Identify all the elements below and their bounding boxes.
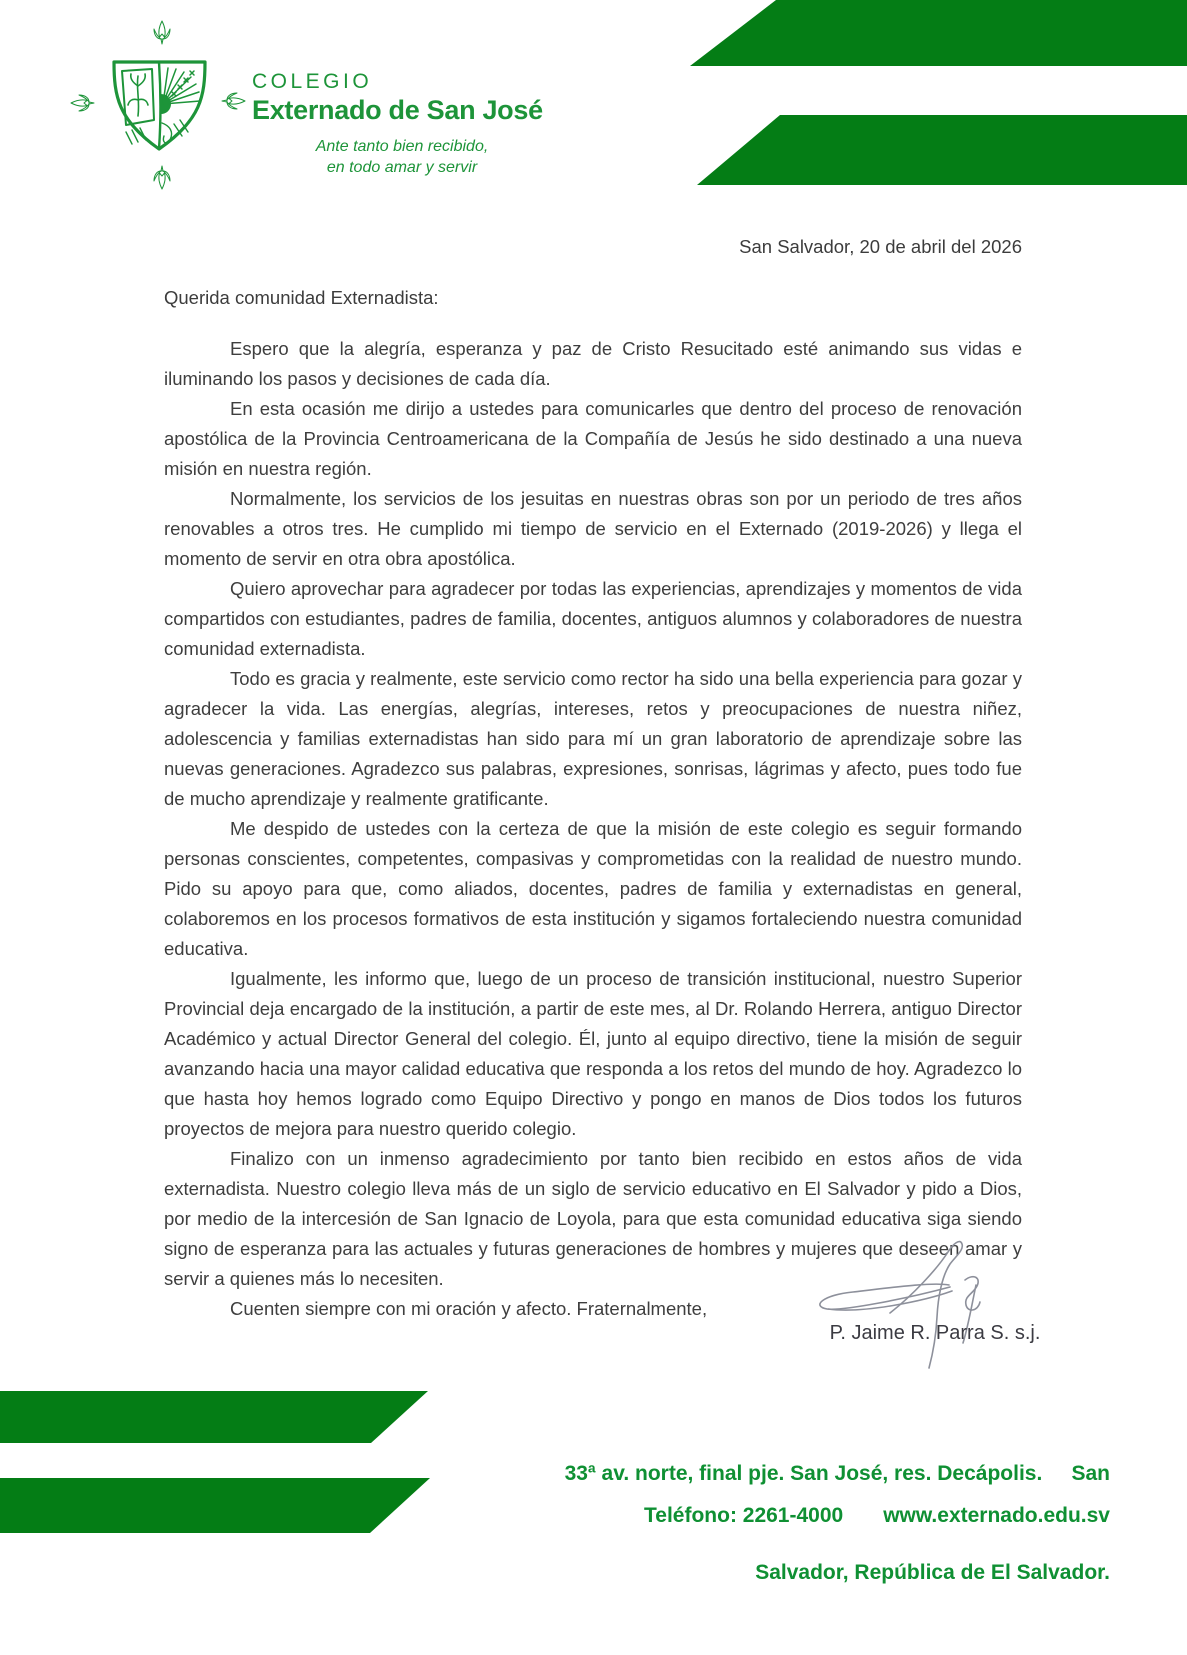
school-motto xyxy=(252,136,552,178)
footer-address-line-1: 33ª av. norte, final pje. San José, res. Decápolis. San xyxy=(564,1462,1110,1485)
letter-paragraph: Quiero aprovechar para agradecer por todas las experiencias, aprendizajes y momentos de vida compartidos con estudiantes, padres de familia, docentes, antiguos alumnos y colaboradores de nuestra comunidad externadista. xyxy=(164,578,1022,659)
org-small-label: COLEGIO xyxy=(252,70,373,93)
school-wordmark xyxy=(252,70,552,178)
header-stripe-top xyxy=(690,0,1187,66)
motto-line-1: Ante tanto bien recibido, xyxy=(315,138,489,155)
header-stripe-bottom xyxy=(697,115,1187,185)
letter-paragraph: Espero que la alegría, esperanza y paz de Cristo Resucitado esté animando sus vidas e iluminando los pasos y decisiones de cada día. xyxy=(164,338,1022,389)
letter-salutation: Querida comunidad Externadista: xyxy=(164,287,439,308)
letter-paragraph: Me despido de ustedes con la certeza de que la misión de este colegio es seguir formando personas conscientes, competentes, compasivas y comprometidas con la realidad de nuestro mundo. Pido su apoyo para que, como aliados, docentes, padres de familia y externadistas en general, colaboremos en los procesos formativos de esta institución y sigamos fortaleciendo nuestra comunidad educativa. xyxy=(164,818,1022,959)
org-name: Externado de San José xyxy=(252,95,543,125)
letter-closing: Cuenten siempre con mi oración y afecto. Fraternalmente, xyxy=(230,1298,708,1319)
letter-paragraph: Todo es gracia y realmente, este servicio como rector ha sido una bella experiencia para gozar y agradecer la vida. Las energías, alegrías, intereses, retos y preocupaciones de nuestra niñez, adolescencia y familias externadistas han sido para mí un gran laboratorio de aprendizaje sobre las nuevas generaciones. Agradezco sus palabras, expresiones, sonrisas, lágrimas y afecto, pues todo fue de mucho aprendizaje y realmente gratificante. xyxy=(164,668,1022,809)
signer-name: P. Jaime R. Parra S. s.j. xyxy=(829,1322,1041,1344)
footer-stripe-top xyxy=(0,1391,428,1443)
footer-contact xyxy=(470,1471,1110,1561)
footer-website: www.externado.edu.sv xyxy=(883,1504,1110,1527)
letter-paragraph: Igualmente, les informo que, luego de un proceso de transición institucional, nuestro Superior Provincial deja encargado de la institución, a partir de este mes, al Dr. Rolando Herrera, antiguo Director Académico y actual Director General del colegio. Él, junto al equipo directivo, tiene la misión de seguir avanzando hacia una mayor calidad educativa que responda a los retos del mundo de hoy. Agradezco lo que hasta hoy hemos logrado como Equipo Directivo y pongo en manos de Dios todos los futuros proyectos de mejora para nuestro querido colegio. xyxy=(164,968,1022,1139)
motto-line-2: en todo amar y servir xyxy=(326,159,478,176)
letter-date: San Salvador, 20 de abril del 2026 xyxy=(739,236,1022,257)
letter-paragraph: Finalizo con un inmenso agradecimiento por tanto bien recibido en estos años de vida externadista. Nuestro colegio lleva más de un siglo de servicio educativo en El Salvador y pido a Dios, por medio de la intercesión de San Ignacio de Loyola, para que esta comunidad educativa siga siendo signo de esperanza para las actuales y futuras generaciones de hombres y mujeres que deseen amar y servir a quienes más lo necesiten. xyxy=(164,1148,1022,1289)
footer-stripe-bottom xyxy=(0,1478,430,1533)
letter-body xyxy=(164,334,1022,1324)
school-crest-icon xyxy=(62,8,262,208)
footer-address-line-2: Salvador, República de El Salvador. xyxy=(755,1561,1110,1584)
crest-ornaments xyxy=(71,21,245,189)
letter-paragraph: Normalmente, los servicios de los jesuitas en nuestras obras son por un periodo de tres años renovables a otros tres. He cumplido mi tiempo de servicio en el Externado (2019-2026) y llega el momento de servir en otra obra apostólica. xyxy=(164,488,1022,569)
footer-phone: Teléfono: 2261-4000 xyxy=(644,1504,844,1527)
letter-paragraph: En esta ocasión me dirijo a ustedes para comunicarles que dentro del proceso de renovación apostólica de la Provincia Centroamericana de la Compañía de Jesús he sido destinado a una nueva misión en nuestra región. xyxy=(164,398,1022,479)
